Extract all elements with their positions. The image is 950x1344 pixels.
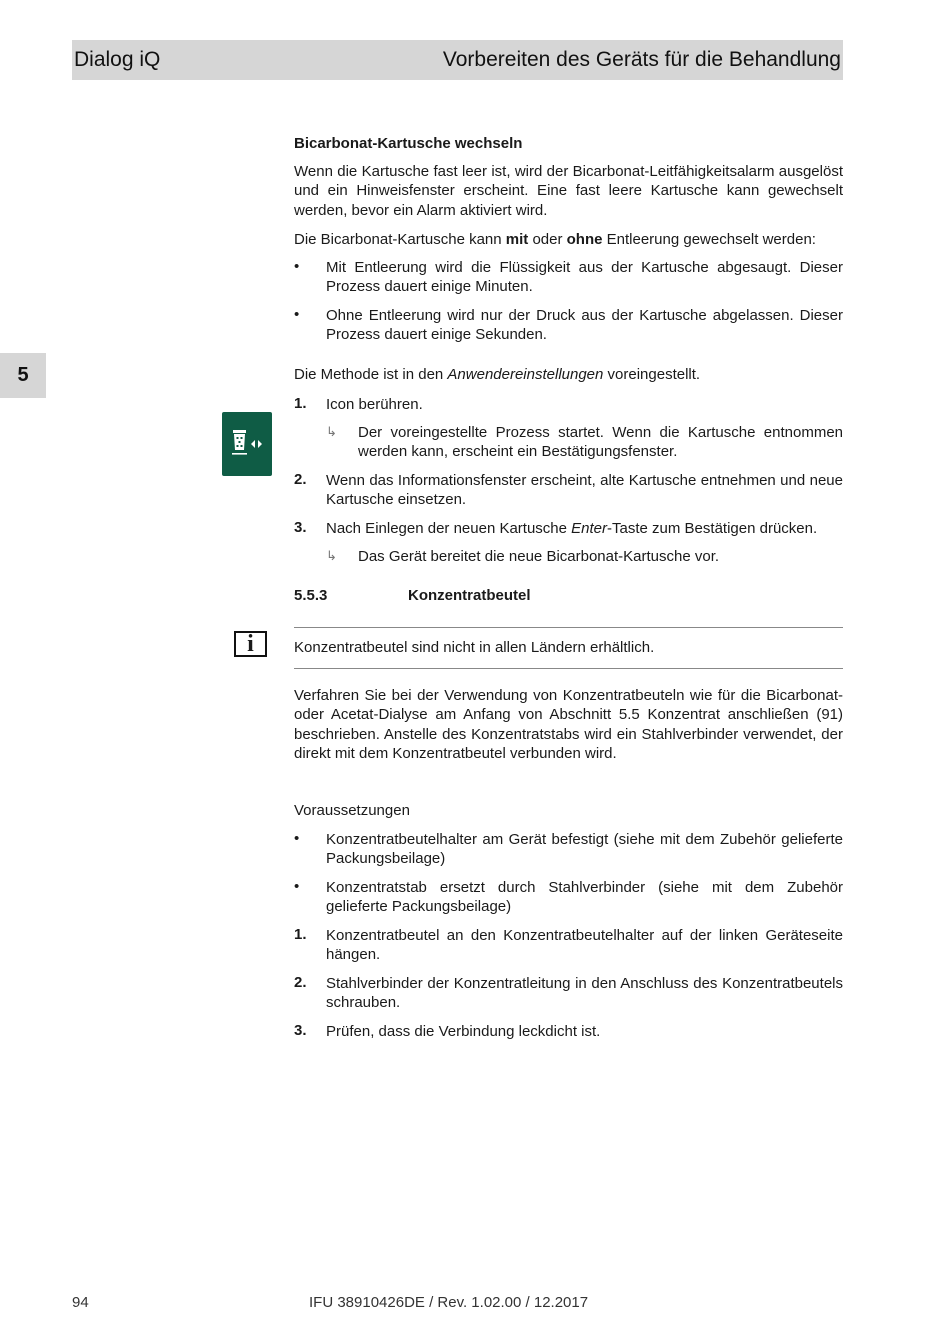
list-item: Ohne Entleerung wird nur der Druck aus der Kartusche abgelassen. Dieser Prozess dauert einige Sekunden. [326, 307, 843, 344]
chapter-title: Vorbereiten des Geräts für die Behandlung [442, 48, 841, 71]
page-header [72, 40, 843, 80]
info-icon: i [234, 631, 267, 657]
list-item: Konzentratstab ersetzt durch Stahlverbinder (siehe mit dem Zubehör gelieferte Packungsbeilage) [326, 879, 843, 916]
divider [294, 668, 843, 669]
bullet-marker: • [294, 878, 300, 895]
step-number: 3. [294, 1022, 307, 1039]
section-heading: Konzentratbeutel [408, 587, 531, 604]
result-arrow-icon: ↳ [326, 548, 337, 563]
paragraph: Wenn die Kartusche fast leer ist, wird der Bicarbonat-Leitfähigkeitsalarm ausgelöst und ein Hinweisfenster erscheint. Eine fast leere Kartusche kann gewechselt werden, bevor ein Alarm aktiviert wird. [294, 163, 843, 219]
step-text: Konzentratbeutel an den Konzentratbeutelhalter auf der linken Geräteseite hängen. [326, 927, 843, 964]
info-note: Konzentratbeutel sind nicht in allen Ländern erhältlich. [294, 639, 655, 656]
chapter-tab: 5 [0, 353, 46, 398]
step-number: 2. [294, 974, 307, 991]
cartridge-change-icon[interactable] [222, 412, 272, 476]
list-item: Mit Entleerung wird die Flüssigkeit aus der Kartusche abgesaugt. Dieser Prozess dauert einige Minuten. [326, 259, 843, 296]
bullet-marker: • [294, 306, 300, 323]
list-item: Konzentratbeutelhalter am Gerät befestigt (siehe mit dem Zubehör gelieferte Packungsbeilage) [326, 831, 843, 868]
cartridge-icon-graphic [222, 412, 272, 476]
section-heading: Bicarbonat-Kartusche wechseln [294, 135, 523, 152]
step-number: 1. [294, 395, 307, 412]
step-number: 1. [294, 926, 307, 943]
step-text: Prüfen, dass die Verbindung leckdicht ist. [326, 1023, 601, 1040]
step-result: Das Gerät bereitet die neue Bicarbonat-Kartusche vor. [358, 548, 720, 565]
step-result: Der voreingestellte Prozess startet. Wenn die Kartusche entnommen werden kann, erscheint ein Bestätigungsfenster. [358, 424, 843, 461]
page-number: 94 [72, 1294, 89, 1311]
divider [294, 627, 843, 628]
bullet-marker: • [294, 830, 300, 847]
step-text: Icon berühren. [326, 396, 423, 413]
bullet-marker: • [294, 258, 300, 275]
document-reference: IFU 38910426DE / Rev. 1.02.00 / 12.2017 [309, 1294, 589, 1311]
step-number: 2. [294, 471, 307, 488]
step-text: Nach Einlegen der neuen Kartusche Enter-Taste zum Bestätigen drücken. [326, 520, 818, 537]
product-title: Dialog iQ [74, 48, 161, 71]
paragraph: Die Bicarbonat-Kartusche kann mit oder ohne Entleerung gewechselt werden: [294, 231, 816, 248]
paragraph: Die Methode ist in den Anwendereinstellungen voreingestellt. [294, 366, 701, 383]
step-text: Stahlverbinder der Konzentratleitung in den Anschluss des Konzentratbeutels schrauben. [326, 975, 843, 1012]
paragraph: Verfahren Sie bei der Verwendung von Konzentratbeuteln wie für die Bicarbonat- oder Acetat-Dialyse am Anfang von Abschnitt 5.5 Konzentrat anschließen (91) beschrieben. Anstelle des Konzentratstabs wird ein Stahlverbinder verwendet, der direkt mit dem Konzentratbeutel verbunden wird. [294, 687, 843, 762]
step-number: 3. [294, 519, 307, 536]
result-arrow-icon: ↳ [326, 424, 337, 439]
section-number: 5.5.3 [294, 587, 328, 604]
step-text: Wenn das Informationsfenster erscheint, alte Kartusche entnehmen und neue Kartusche einsetzen. [326, 472, 843, 509]
prerequisites-heading: Voraussetzungen [294, 802, 410, 819]
